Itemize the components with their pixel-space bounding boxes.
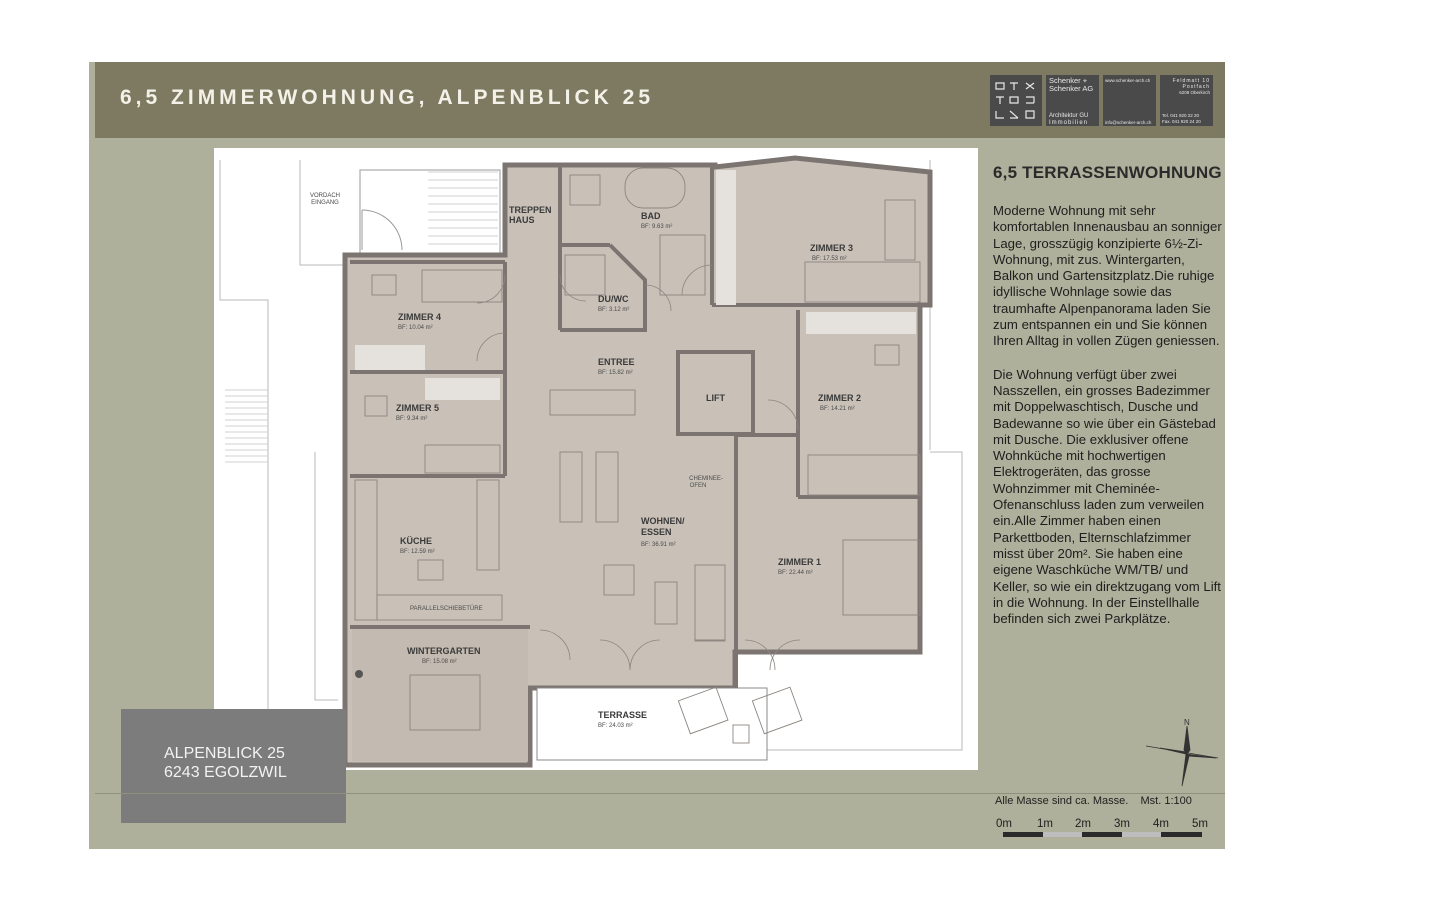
vordach-label-2: EINGANG	[311, 200, 339, 206]
room-zimmer5-name: ZIMMER 5	[396, 403, 440, 413]
email-text: info@schenker-arch.ch	[1105, 120, 1152, 125]
scale-ratio: Mst. 1:100	[1140, 795, 1192, 807]
room-duwc-name: DU/WC	[598, 294, 629, 304]
company-line2: Schenker AG	[1049, 84, 1094, 93]
contact-box	[1160, 75, 1213, 126]
address-line1: Feldmatt 10	[1172, 78, 1210, 84]
company-line1: Schenker +	[1049, 76, 1088, 85]
logo-glyphs-icon	[990, 75, 1042, 126]
company-sub1: Architektur GU	[1049, 113, 1089, 119]
room-zimmer2-area: BF: 14.21 m²	[820, 406, 855, 412]
scale-note	[995, 795, 1192, 807]
fax-text: Fax. 041 920 24 20	[1162, 119, 1201, 124]
description	[993, 203, 1225, 644]
description-paragraph-1: Moderne Wohnung mit sehr komfortablen Innenausbau an sonniger Lage, grosszügig konzipierte 6½-Zi-Wohnung, mit zus. Wintergarten, Balkon und Gartensitzplatz.Die ruhige idyllische Wohnlage sowie das traumhafte Alpenpanorama laden Sie zum entspannen ein und Sie können Ihren Alltag in vollen Zügen geniessen.	[993, 203, 1222, 349]
company-name-box	[1046, 75, 1099, 126]
room-entree-name: ENTREE	[598, 357, 635, 367]
room-duwc-area: BF: 3.12 m²	[598, 307, 630, 313]
scale-label-0: 0m	[996, 818, 1012, 830]
marker-dot-icon	[355, 670, 363, 678]
vordach-label-1: VORDACH	[309, 193, 341, 199]
scale-label-4: 4m	[1153, 818, 1169, 830]
page-title: 6,5 ZIMMERWOHNUNG, ALPENBLICK 25	[120, 86, 655, 109]
description-paragraph-2: Die Wohnung verfügt über zwei Nasszellen, ein grosses Badezimmer mit Doppelwaschtisch, Dusche und Badewanne so wie über ein Gästebad mit Dusche. Die exklusiver offene Wohnküche mit hochwertigen Elektrogeräten, das grosse Wohnzimmer mit Cheminée-Ofenanschluss laden zum verweilen ein.Alle Zimmer haben einen Parkettboden, Elternschlafzimmer misst über 20m². Sie haben eine eigene Waschküche WM/TB/ und Keller, so wie ein direktzugang vom Lift in die Wohnung. In der Einstellhalle befinden sich zwei Parkplätze.	[993, 366, 1221, 627]
address-box	[121, 709, 346, 823]
room-entree-area: BF: 15.82 m²	[598, 370, 633, 376]
parallel-door-label: PARALLELSCHIEBETÜRE	[410, 606, 483, 612]
scale-bar	[1003, 832, 1203, 838]
compass-north-label: N	[1184, 718, 1190, 727]
room-zimmer1-area: BF: 22.44 m²	[778, 570, 813, 576]
room-zimmer5-area: BF: 9.34 m²	[396, 416, 428, 422]
address-street: ALPENBLICK 25	[164, 745, 285, 762]
floor-plan-drawing	[214, 148, 978, 770]
address-city: 6243 EGOLZWIL	[164, 764, 287, 781]
room-zimmer1-name: ZIMMER 1	[778, 557, 822, 567]
room-wohnen-name-1: WOHNEN/	[641, 516, 685, 526]
room-bad-area: BF: 9.63 m²	[641, 224, 673, 230]
cheminee-label-2: OFEN	[689, 483, 707, 489]
room-bad-name: BAD	[641, 211, 661, 221]
room-terrasse-area: BF: 24.03 m²	[598, 723, 633, 729]
address-line3: 6208 Oberkirch	[1179, 90, 1210, 95]
company-logo	[990, 75, 1042, 126]
scale-label-5: 5m	[1192, 818, 1208, 830]
website-text: www.schenker-arch.ch	[1105, 78, 1151, 83]
room-wohnen-name-2: ESSEN	[641, 527, 672, 537]
web-box	[1103, 75, 1156, 126]
scale-disclaimer: Alle Masse sind ca. Masse.	[995, 795, 1129, 807]
room-wintergarten-area: BF: 15.08 m²	[422, 659, 457, 665]
treppenhaus-label-2: HAUS	[509, 215, 535, 225]
company-sub2: Immobilien	[1049, 120, 1089, 126]
address-line2: Postfach	[1182, 84, 1210, 90]
room-lift-name: LIFT	[706, 393, 725, 403]
room-zimmer3-area: BF: 17.53 m²	[812, 256, 847, 262]
cheminee-label-1: CHEMINEE-	[689, 476, 723, 482]
room-kueche-area: BF: 12.59 m²	[400, 549, 435, 555]
sidebar-title: 6,5 TERRASSENWOHNUNG	[993, 163, 1222, 182]
room-zimmer4-name: ZIMMER 4	[398, 312, 442, 322]
room-zimmer3-name: ZIMMER 3	[810, 243, 854, 253]
phone-text: Tel. 041 920 22 20	[1162, 113, 1200, 118]
scale-label-2: 2m	[1075, 818, 1091, 830]
room-zimmer4-area: BF: 10.04 m²	[398, 325, 433, 331]
divider-line	[95, 793, 1225, 794]
room-wintergarten-name: WINTERGARTEN	[407, 646, 481, 656]
room-wohnen-area: BF: 36.91 m²	[641, 542, 676, 548]
treppenhaus-label-1: TREPPEN	[509, 205, 552, 215]
room-zimmer2-name: ZIMMER 2	[818, 393, 862, 403]
room-kueche-name: KÜCHE	[400, 536, 433, 546]
scale-label-3: 3m	[1114, 818, 1130, 830]
room-terrasse-name: TERRASSE	[598, 710, 648, 720]
floor-plan	[214, 148, 978, 770]
compass-rose-icon	[1140, 716, 1226, 792]
scale-label-1: 1m	[1037, 818, 1053, 830]
